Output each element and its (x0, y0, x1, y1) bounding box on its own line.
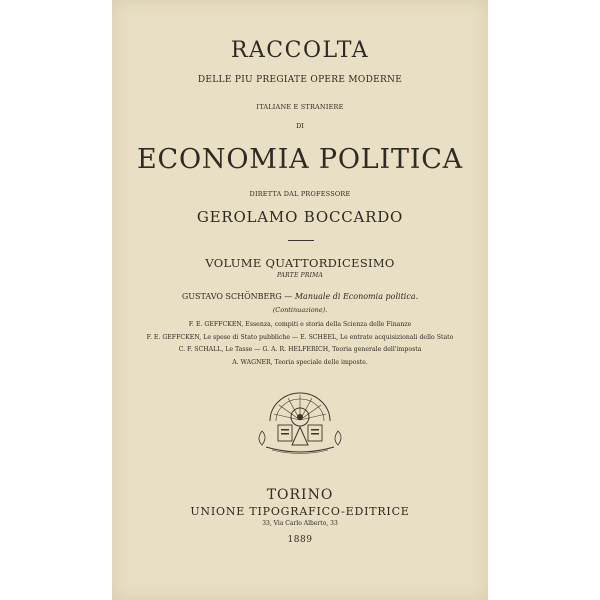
contents-line: F. E. GEFFCKEN, Le spese di Stato pubbliche — E. SCHEEL, Le entrate acquisizionali dello Stato (146, 334, 454, 341)
publication-year: 1889 (287, 535, 313, 545)
series-subtitle-origin: ITALIANE E STRANIERE (256, 103, 344, 111)
city: TORINO (266, 487, 334, 503)
editor-name: GEROLAMO BOCCARDO (196, 208, 404, 226)
series-title: RACCOLTA (230, 38, 370, 63)
series-subtitle: DELLE PIU PREGIATE OPERE MODERNE (197, 75, 403, 85)
publisher-address: 33, Via Carlo Alberto, 33 (262, 520, 338, 527)
main-title: ECONOMIA POLITICA (137, 144, 463, 175)
printer-emblem (248, 387, 352, 457)
contents-line: F. E. GEFFCKEN, Essenza, compiti e storia della Scienza delle Finanze (188, 321, 412, 328)
title-page (112, 0, 488, 600)
series-subtitle-di: DI (296, 122, 304, 130)
contents-author-line (112, 293, 488, 301)
part-label: PARTE PRIMA (276, 272, 324, 279)
contents-line: A. WAGNER, Teoria speciale delle imposte. (232, 359, 368, 366)
contents-dash: — (281, 292, 295, 301)
contents-line: C. F. SCHALL, Le Tasse — G. A. R. HELFERICH, Teoria generale dell'imposta (178, 346, 422, 353)
volume-label: VOLUME QUATTORDICESIMO (205, 256, 395, 270)
contents-continuation: (Continuazione). (272, 306, 328, 314)
contents-work: Manuale di Economia politica. (294, 292, 419, 301)
publisher: UNIONE TIPOGRAFICO-EDITRICE (190, 505, 410, 518)
divider-rule (288, 240, 314, 241)
directed-by-label: DIRETTA DAL PROFESSORE (249, 190, 351, 198)
contents-author: GUSTAVO SCHÖNBERG (181, 292, 282, 301)
